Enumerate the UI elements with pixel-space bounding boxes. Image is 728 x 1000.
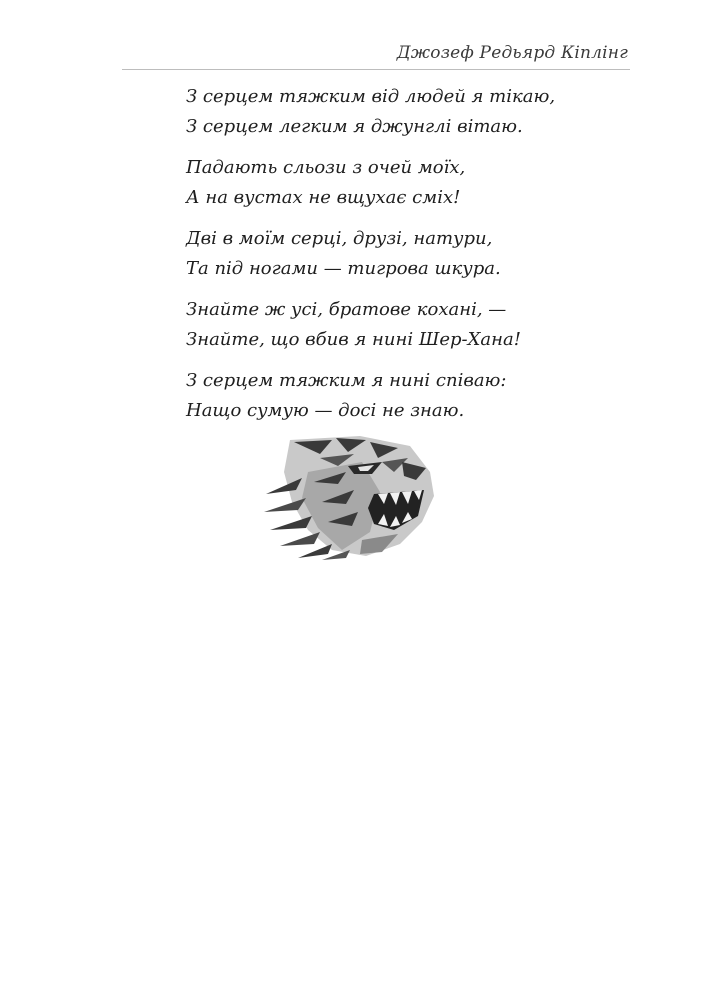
poem [186, 82, 626, 437]
tiger-head-icon [262, 432, 442, 562]
stanza-2 [186, 153, 626, 213]
poem-line: Дві в моїм серці, друзі, натури, [186, 228, 493, 249]
running-head-author: Джозеф Редьярд Кіплінг [396, 43, 628, 63]
poem-line: Нащо сумую — досі не знаю. [186, 400, 465, 421]
poem-line: А на вустах не вщухає сміх! [186, 187, 461, 208]
stanza-4 [186, 295, 626, 355]
header-divider [122, 69, 630, 70]
stanza-5 [186, 366, 626, 426]
poem-line: З серцем легким я джунглі вітаю. [186, 116, 523, 137]
stanza-3 [186, 224, 626, 284]
poem-line: Знайте ж усі, братове кохані, — [186, 299, 507, 320]
poem-line: Знайте, що вбив я нині Шер-Хана! [186, 329, 521, 350]
poem-line: З серцем тяжким я нині співаю: [186, 370, 507, 391]
poem-line: З серцем тяжким від людей я тікаю, [186, 86, 556, 107]
stanza-1 [186, 82, 626, 142]
poem-line: Та під ногами — тигрова шкура. [186, 258, 501, 279]
poem-line: Падають сльози з очей моїх, [186, 157, 466, 178]
